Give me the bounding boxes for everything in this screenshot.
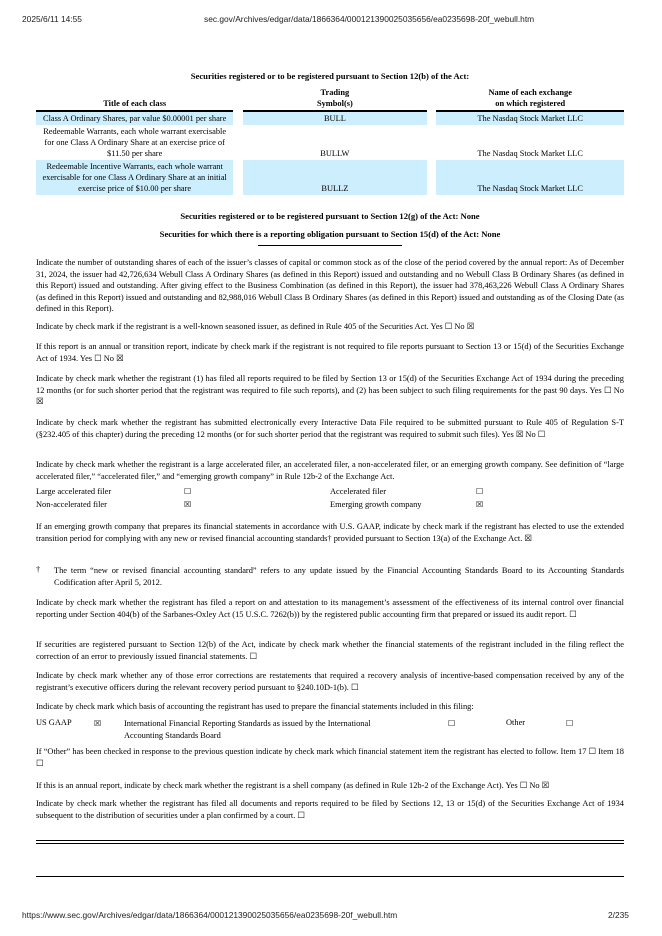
emerging-growth-checkbox[interactable]: ☒ — [476, 500, 484, 509]
exchange-name: The Nasdaq Stock Market LLC — [477, 149, 584, 158]
accelerated-filer-checkbox[interactable]: ☐ — [476, 487, 484, 496]
security-title: Redeemable Incentive Warrants, each whole warrant exercisable for one Class A Ordinary Share at an initial exercise price of $10.00 per share — [36, 160, 233, 195]
wksi-paragraph: Indicate by check mark if the registrant is a well-known seasoned issuer, as defined in Rule 405 of the Securities Act. Yes ☐ No ☒ — [36, 322, 475, 331]
trading-symbol: BULLW — [320, 149, 350, 158]
other-label: Other — [506, 718, 526, 727]
footnote-text: The term “new or revised financial accounting standard” refers to any update issued by the Financial Accounting Standards Board to its Accounting Standards Codification after April 5, 2012. — [54, 566, 624, 587]
emerging-growth-label: Emerging growth company — [330, 500, 422, 509]
securities-table — [36, 88, 624, 195]
egc-gaap-paragraph: If an emerging growth company that prepares its financial statements in accordance with U.S. GAAP, indicate by check mark if the registrant has elected to use the extended transition period for complying with any new or revised financial accounting standards† provided pursuant to Section 13(a) of the Exchange Act. ☒ — [36, 522, 624, 543]
recovery-paragraph: Indicate by check mark whether any of those error corrections are restatements that required a recovery analysis of incentive-based compensation received by any of the registrant’s executive officers during the relevant recovery period pursuant to §240.10D-1(b). ☐ — [36, 671, 624, 692]
ifrs-checkbox[interactable]: ☐ — [448, 719, 456, 728]
col-exchange-header: Name of each exchange on which registered — [436, 88, 624, 111]
section-12g-heading: Securities registered or to be registered pursuant to Section 12(g) of the Act: None — [180, 211, 480, 221]
section-15d-heading: Securities for which there is a reporting obligation pursuant to Section 15(d) of the Act: None — [159, 229, 501, 239]
large-accelerated-filer-checkbox[interactable]: ☐ — [184, 487, 192, 496]
other-checkbox[interactable]: ☐ — [566, 719, 574, 728]
shell-company-paragraph: If this is an annual report, indicate by check mark whether the registrant is a shell company (as defined in Rule 12b-2 of the Exchange Act). Yes ☐ No ☒ — [36, 781, 550, 790]
table-row — [36, 125, 624, 160]
table-row — [36, 111, 624, 125]
print-datetime: 2025/6/11 14:55 — [22, 14, 82, 24]
col-title-header: Title of each class — [36, 88, 233, 111]
trading-symbol: BULLZ — [243, 160, 427, 195]
basis-accounting-paragraph: Indicate by check mark which basis of accounting the registrant has used to prepare the financial statements included in this filing: — [36, 702, 474, 711]
other-item-paragraph: If “Other” has been checked in response to the previous question indicate by check mark which financial statement item the registrant has elected to follow. Item 17 ☐ Item 18 ☐ — [36, 747, 624, 768]
error-correction-paragraph: If securities are registered pursuant to Section 12(b) of the Act, indicate by check mark whether the financial statements of the registrant included in the filing reflect the correction of an error to previously issued financial statements. ☐ — [36, 640, 624, 661]
footnote-mark: † — [36, 565, 41, 574]
non-accelerated-filer-label: Non-accelerated filer — [36, 500, 107, 509]
large-accelerated-filer-label: Large accelerated filer — [36, 487, 112, 496]
divider — [258, 245, 402, 246]
icfr-paragraph: Indicate by check mark whether the registrant has filed a report on and attestation to its management’s assessment of the effectiveness of its internal control over financial reporting under Section 404(b) of the Sarbanes-Oxley Act (15 U.S.C. 7262(b)) by the registered public accounting firm that prepared or issued its audit report. ☐ — [36, 598, 624, 619]
col-symbol-header: Trading Symbol(s) — [243, 88, 427, 111]
footer-url: https://www.sec.gov/Archives/edgar/data/1866364/000121390025035656/ea0235698-20f_webull.htm — [22, 910, 398, 920]
page-number: 2/235 — [608, 910, 629, 920]
section-12b-heading: Securities registered or to be registered pursuant to Section 12(b) of the Act: — [190, 71, 470, 81]
bankruptcy-paragraph: Indicate by check mark whether the registrant has filed all documents and reports required to be filed by Sections 12, 13 or 15(d) of the Securities Exchange Act of 1934 subsequent to the distribution of securities under a plan confirmed by a court. ☐ — [36, 799, 624, 820]
exchange-name: The Nasdaq Stock Market LLC — [436, 160, 624, 195]
exchange-name: The Nasdaq Stock Market LLC — [436, 111, 624, 125]
accelerated-filer-label: Accelerated filer — [330, 487, 387, 496]
non-accelerated-filer-checkbox[interactable]: ☒ — [184, 500, 192, 509]
divider — [36, 876, 624, 877]
table-row — [36, 160, 624, 195]
interactive-data-paragraph: Indicate by check mark whether the registrant has submitted electronically every Interactive Data File required to be submitted pursuant to Rule 405 of Regulation S-T (§232.405 of this chapter) during the preceding 12 months (or for such shorter period that the registrant was required to submit such files). Yes ☒ No ☐ — [36, 418, 624, 439]
us-gaap-label: US GAAP — [36, 718, 72, 727]
divider — [36, 843, 624, 844]
security-title: Class A Ordinary Shares, par value $0.00001 per share — [36, 111, 233, 125]
us-gaap-checkbox[interactable]: ☒ — [94, 719, 102, 728]
shares-outstanding-paragraph: Indicate the number of outstanding shares of each of the issuer’s classes of capital or common stock as of the close of the period covered by the annual report: As of December 31, 2024, the issuer had 42,726,634 Webull Class A Ordinary Shares (as defined in this Report) issued and outstanding and no Webull Class B Ordinary Shares (as defined in this Report) issued and outstanding. After giving effect to the Business Combination (as defined in this Report), the issuer had 378,463,226 Webull Class A Ordinary Shares (as defined in this Report) issued and outstanding and 82,988,016 Webull Class B Ordinary Shares (as defined in this Report) issued and outstanding as of the Closing Date (as defined in this Report). — [36, 258, 624, 314]
filer-status-paragraph: Indicate by check mark whether the registrant is a large accelerated filer, an accelerated filer, a non-accelerated filer, or an emerging growth company. See definition of “large accelerated filer,” “accelerated filer,” and “emerging growth company” in Rule 12b-2 of the Exchange Act. — [36, 460, 624, 481]
divider — [36, 840, 624, 841]
security-title: Redeemable Warrants, each whole warrant exercisable for one Class A Ordinary Share at an exercise price of $11.50 per share — [43, 127, 227, 158]
trading-symbol: BULL — [243, 111, 427, 125]
print-url: sec.gov/Archives/edgar/data/1866364/000121390025035656/ea0235698-20f_webull.htm — [204, 14, 535, 24]
not-required-paragraph: If this report is an annual or transition report, indicate by check mark if the registrant is not required to file reports pursuant to Section 13 or 15(d) of the Securities Exchange Act of 1934. Yes ☐ No ☒ — [36, 342, 624, 363]
filed-all-reports-paragraph: Indicate by check mark whether the registrant (1) has filed all reports required to be filed by Section 13 or 15(d) of the Securities Exchange Act of 1934 during the preceding 12 months (or for such shorter period that the registrant was required to file such reports), and (2) has been subject to such filing requirements for the past 90 days. Yes ☐ No ☒ — [36, 374, 624, 407]
ifrs-label: International Financial Reporting Standards as issued by the International Accounting Standards Board — [124, 719, 371, 740]
